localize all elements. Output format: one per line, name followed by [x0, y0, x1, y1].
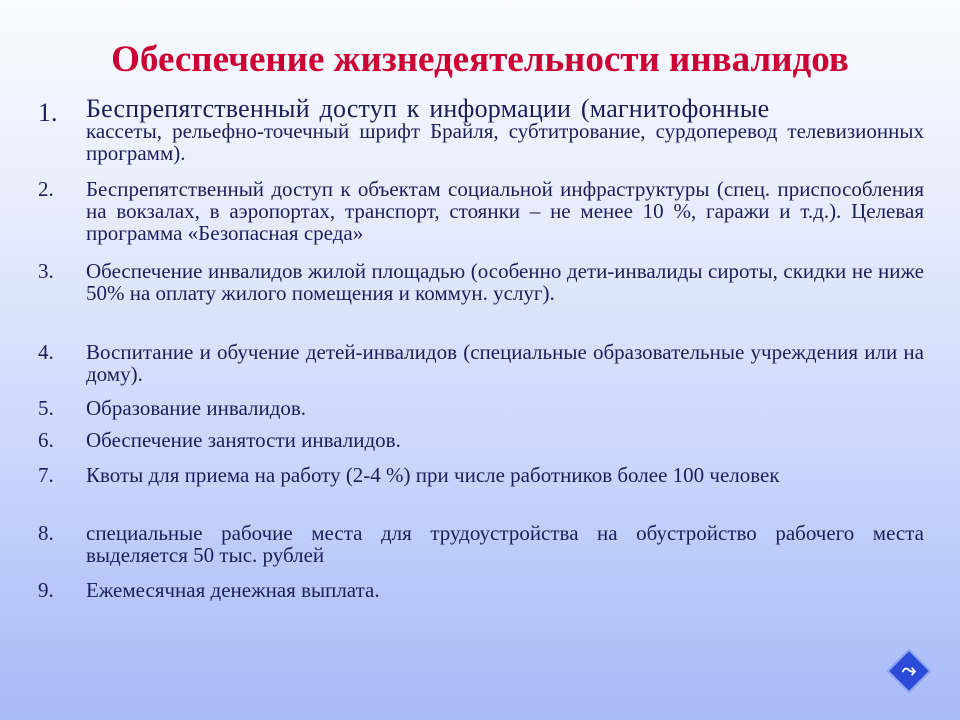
list-item-3: [38, 260, 924, 341]
list-item-number: 1.: [38, 98, 58, 127]
slide-title: Обеспечение жизнедеятельности инвалидов: [111, 39, 849, 80]
list-item-number: 2.: [38, 177, 54, 201]
list-item-text-main: Беспрепятственный доступ к информации (магнитофонные: [86, 94, 770, 123]
list-item-text-continued: кассеты, рельефно-точечный шрифт Брайля, субтитрование, сурдоперевод телевизионных программ).: [86, 119, 924, 165]
list-item-text: Ежемесячная денежная выплата.: [86, 578, 380, 602]
list-item-number: 4.: [38, 340, 54, 364]
list-item-number: 8.: [38, 521, 54, 545]
list-item-number: 9.: [38, 578, 54, 602]
list-item-1: [38, 94, 924, 178]
list-item-9: [38, 579, 924, 609]
list-item-6: [38, 429, 924, 464]
list-item-text: Беспрепятственный доступ к объектам социальной инфраструктуры (спец. приспособления на вокзалах, в аэропортах, транспорт, стоянки – не менее 10 %, гаражи и т.д.). Целевая программа «Безопасная среда»: [86, 177, 924, 245]
list-item-text: Образование инвалидов.: [86, 396, 307, 420]
list-item-2: [38, 178, 924, 260]
list-item-4: [38, 341, 924, 397]
list-item-number: 3.: [38, 259, 54, 283]
list-item-text: Воспитание и обучение детей-инвалидов (специальные образовательные учреждения или на дому).: [86, 340, 924, 386]
list-item-8: [38, 522, 924, 579]
list-item-text: Обеспечение инвалидов жилой площадью (особенно дети-инвалиды сироты, скидки не ниже 50% на оплату жилого помещения и коммун. услуг).: [86, 259, 924, 305]
list-item-7: [38, 464, 924, 522]
list-item-number: 6.: [38, 428, 54, 452]
navigation-glyph-icon[interactable]: ⤳: [901, 660, 917, 681]
list-item-number: 7.: [38, 463, 54, 487]
list-item-text: специальные рабочие места для трудоустройства на обустройство рабочего места выделяется 50 тыс. рублей: [86, 521, 924, 567]
list-item-text: Квоты для приема на работу (2-4 %) при числе работников более 100 человек: [86, 463, 780, 487]
list-item-5: [38, 397, 924, 429]
list-item-number: 5.: [38, 396, 54, 420]
numbered-list: [38, 94, 924, 609]
list-item-text: Обеспечение занятости инвалидов.: [86, 428, 401, 452]
